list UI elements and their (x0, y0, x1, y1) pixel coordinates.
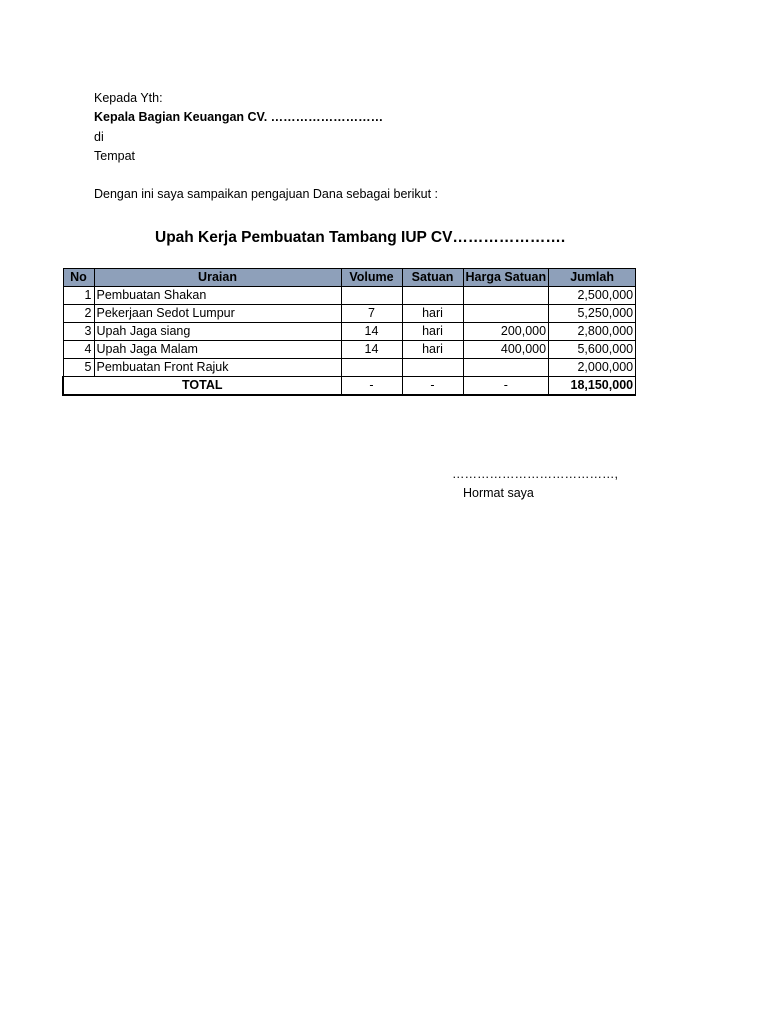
cell-harga (463, 287, 549, 305)
cell-jumlah: 5,250,000 (549, 305, 636, 323)
total-label: TOTAL (63, 377, 341, 396)
table-row (63, 323, 636, 341)
cell-jumlah: 2,800,000 (549, 323, 636, 341)
cell-satuan (402, 287, 463, 305)
header-jumlah: Jumlah (549, 269, 636, 287)
recipient: Kepala Bagian Keuangan CV. ……………………… (94, 110, 384, 124)
cell-harga: 400,000 (463, 341, 549, 359)
cell-jumlah: 2,500,000 (549, 287, 636, 305)
cell-no: 3 (63, 323, 94, 341)
header-harga-satuan: Harga Satuan (463, 269, 549, 287)
cell-volume (341, 359, 402, 377)
cell-jumlah: 5,600,000 (549, 341, 636, 359)
total-row (63, 377, 636, 396)
cell-harga (463, 359, 549, 377)
cell-satuan: hari (402, 305, 463, 323)
cell-uraian: Pembuatan Front Rajuk (94, 359, 341, 377)
total-jumlah: 18,150,000 (549, 377, 636, 396)
signature-date-placeholder: …………………………………, (452, 467, 618, 481)
di-line: di (94, 130, 104, 144)
total-satuan: - (402, 377, 463, 396)
total-harga: - (463, 377, 549, 396)
cell-volume: 7 (341, 305, 402, 323)
table-row (63, 341, 636, 359)
table-row (63, 287, 636, 305)
header-volume: Volume (341, 269, 402, 287)
cell-uraian: Pekerjaan Sedot Lumpur (94, 305, 341, 323)
cell-satuan: hari (402, 323, 463, 341)
document-title: Upah Kerja Pembuatan Tambang IUP CV…………………. (155, 229, 566, 246)
total-volume: - (341, 377, 402, 396)
cell-uraian: Upah Jaga Malam (94, 341, 341, 359)
table-header-row (63, 269, 636, 287)
cell-no: 1 (63, 287, 94, 305)
header-uraian: Uraian (94, 269, 341, 287)
cell-volume: 14 (341, 323, 402, 341)
cell-volume (341, 287, 402, 305)
cell-harga: 200,000 (463, 323, 549, 341)
cell-no: 5 (63, 359, 94, 377)
cell-uraian: Upah Jaga siang (94, 323, 341, 341)
cell-satuan: hari (402, 341, 463, 359)
cell-uraian: Pembuatan Shakan (94, 287, 341, 305)
salutation: Kepada Yth: (94, 91, 163, 105)
intro-text: Dengan ini saya sampaikan pengajuan Dana sebagai berikut : (94, 187, 438, 201)
table-row (63, 359, 636, 377)
cell-satuan (402, 359, 463, 377)
header-satuan: Satuan (402, 269, 463, 287)
cell-volume: 14 (341, 341, 402, 359)
place-line: Tempat (94, 149, 135, 163)
header-no: No (63, 269, 94, 287)
fund-request-table (62, 268, 636, 396)
cell-no: 4 (63, 341, 94, 359)
table-row (63, 305, 636, 323)
signature-closing: Hormat saya (463, 486, 534, 500)
cell-harga (463, 305, 549, 323)
cell-no: 2 (63, 305, 94, 323)
cell-jumlah: 2,000,000 (549, 359, 636, 377)
